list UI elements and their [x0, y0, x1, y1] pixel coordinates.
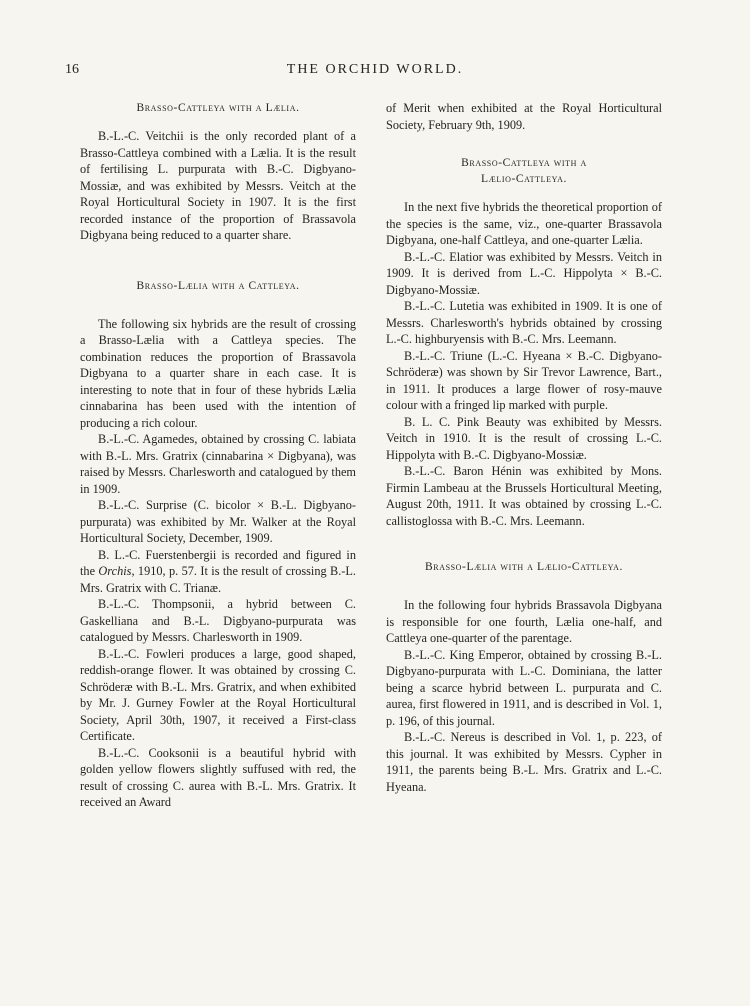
- paragraph: In the following four hybrids Brassavola Digbyana is responsible for one fourth, Lælia one-half, and Cattleya one-quarter of the parentage.: [386, 598, 662, 645]
- paragraph: B.-L.-C. Triune (L.-C. Hyeana × B.-C. Digbyano-Schröderæ) was shown by Sir Trevor Lawrence, Bart., in 1911. It produces a large flower of rosy-mauve colour with a fringed lip marked with purple.: [386, 348, 662, 412]
- paragraph: B.-L.-C. Surprise (C. bicolor × B.-L. Digbyano-purpurata) was exhibited by Mr. Walker at the Royal Horticultural Society, December, 1909.: [80, 498, 356, 545]
- heading-line: Lælio-Cattleya.: [481, 173, 567, 185]
- paragraph: B.-L.-C. Elatior was exhibited by Messrs. Veitch in 1909. It is derived from L.-C. Hippolyta × B.-C. Digbyano-Mossiæ.: [386, 249, 662, 297]
- left-column: [80, 100, 356, 811]
- paragraph: B.-L.-C. Fowleri produces a large, good shaped, reddish-orange flower. It was obtained by crossing C. Schröderæ with B.-L. Mrs. Gratrix, and when exhibited by Mr. J. Gurney Fowler at the Royal Horticultural Society, April 30th, 1907, it received a First-class Certificate.: [80, 646, 356, 743]
- page-header: [0, 62, 750, 82]
- section-heading: Brasso-Lælia with a Cattleya.: [136, 279, 300, 292]
- text-run: , 1910, p. 57. It is the result of crossing B.-L. Mrs. Gratrix with C. Trianæ.: [80, 564, 356, 595]
- paragraph: [80, 547, 356, 597]
- paragraph: In the next five hybrids the theoretical proportion of the species is the same, viz., one-quarter Brassavola Digbyana, one-half Cattleya, and one-quarter Lælia.: [386, 200, 662, 247]
- section-heading: [386, 155, 662, 187]
- page-number: 16: [65, 62, 79, 77]
- paragraph: B.-L.-C. Lutetia was exhibited in 1909. It is one of Messrs. Charlesworth's hybrids obtained by crossing L.-C. highburyensis with B.-C. Mrs. Leemann.: [386, 299, 662, 346]
- section-heading: Brasso-Cattleya with a Lælia.: [136, 102, 300, 114]
- paragraph: B.-L.-C. Cooksonii is a beautiful hybrid with golden yellow flowers slightly suffused with red, the result of crossing C. aurea with B.-L. Mrs. Gratrix. It received an Award: [80, 745, 356, 809]
- paragraph: B.-L.-C. Nereus is described in Vol. 1, p. 223, of this journal. It was exhibited by Messrs. Cypher in 1911, the parents being B.-L. Mrs. Gratrix and L.-C. Hyeana.: [386, 730, 662, 794]
- paragraph: B. L. C. Pink Beauty was exhibited by Messrs. Veitch in 1910. It is the result of crossing L.-C. Hippolyta with B.-C. Digbyano-Mossiæ.: [386, 414, 662, 462]
- heading-line: Brasso-Cattleya with a: [461, 157, 587, 169]
- italic-title: Orchis: [98, 564, 132, 578]
- paragraph: The following six hybrids are the result of crossing a Brasso-Lælia with a Cattleya species. The combination reduces the proportion of Brassavola Digbyana to a quarter share in each case. It is interesting to note that in four of these hybrids Lælia cinnabarina has been used with the intention of producing a rich colour.: [80, 316, 356, 430]
- paragraph: of Merit when exhibited at the Royal Horticultural Society, February 9th, 1909.: [386, 101, 662, 132]
- paragraph: B.-L.-C. Veitchii is the only recorded plant of a Brasso-Cattleya combined with a Lælia. It is the result of fertilising L. purpurata with B.-C. Digbyano-Mossiæ, and was exhibited by Messrs. Veitch at the Royal Horticultural Society in 1907. It is the first recorded instance of the proportion of Brassavola Digbyana being reduced to a quarter share.: [80, 129, 356, 242]
- paragraph: B.-L.-C. King Emperor, obtained by crossing B.-L. Digbyano-purpurata with L.-C. Dominiana, the latter being a scarce hybrid between L. purpurata and C. aurea, first flowered in 1911, and is described in Vol. 1, p. 196, of this journal.: [386, 647, 662, 728]
- paragraph: B.-L.-C. Baron Hénin was exhibited by Mons. Firmin Lambeau at the Brussels Horticultural Meeting, August 20th, 1911. It was obtained by crossing L.-C. callistoglossa with B.-C. Mrs. Leemann.: [386, 464, 662, 528]
- paragraph: B.-L.-C. Thompsonii, a hybrid between C. Gaskelliana and B.-L. Digbyano-purpurata was catalogued by Messrs. Charlesworth in 1909.: [80, 597, 356, 644]
- section-heading: Brasso-Lælia with a Lælio-Cattleya.: [425, 561, 623, 573]
- right-column: [386, 100, 662, 795]
- paragraph: B.-L.-C. Agamedes, obtained by crossing C. labiata with B.-L. Mrs. Gratrix (cinnabarina × Digbyana), was raised by Messrs. Charlesworth and catalogued by them in 1909.: [80, 432, 356, 496]
- running-title: THE ORCHID WORLD.: [286, 62, 464, 77]
- text-run: B. L.-C. Fuerstenbergii is recorded and figured in the: [80, 547, 356, 578]
